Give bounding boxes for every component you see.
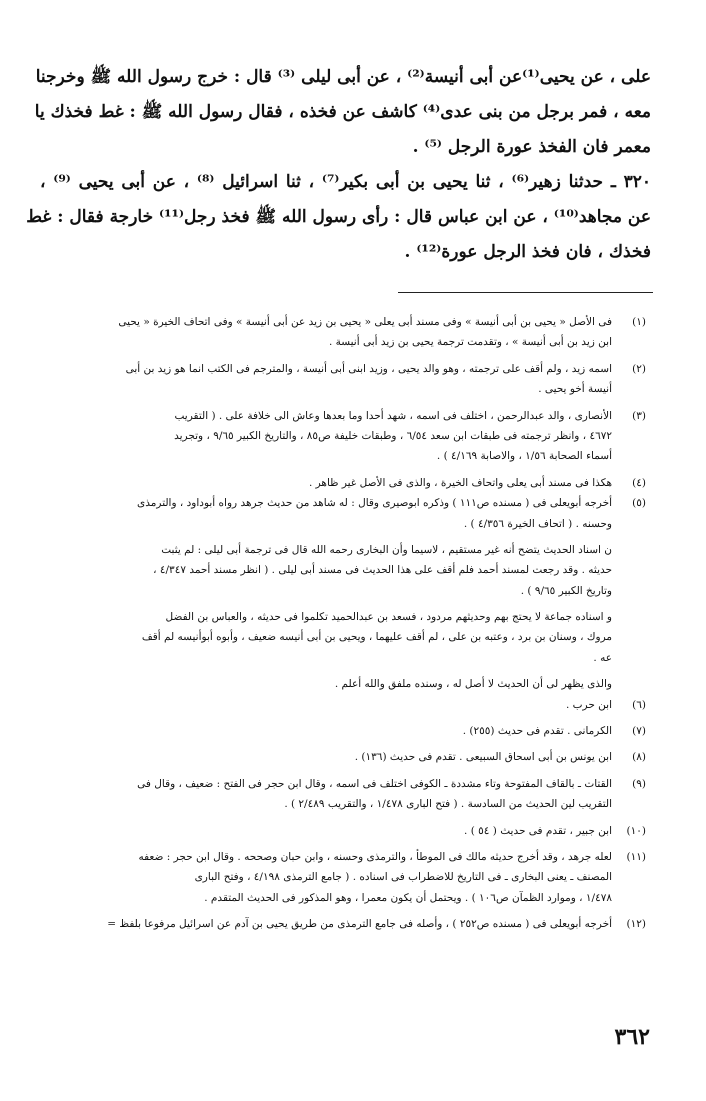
footnote-2 xyxy=(28,359,646,400)
footnote-5 xyxy=(28,493,646,534)
footnote-line: ابن حرب . xyxy=(565,698,612,711)
footnote-number: (٦) xyxy=(632,698,646,711)
footnote-1 xyxy=(28,312,646,353)
footnote-number: (٩) xyxy=(632,777,646,790)
footnote-3 xyxy=(28,406,646,467)
footnote-6 xyxy=(28,695,646,715)
footnote-number: (٤) xyxy=(632,476,646,489)
footnote-line: فى الأصل « يحيى بن أبى أنيسة » وفى مسند أبى يعلى « يحيى بن زيد عن أبى أنيسة » وفى اتحاف الخيرة « يحيى xyxy=(118,316,612,328)
footnotes xyxy=(28,312,646,935)
footnote-line: عه . xyxy=(593,651,612,664)
footnote-line: القتات ـ بالقاف المفتوحة وتاء مشددة ـ الكوفى اختلف فى اسمه ، وقال ابن حجر فى الفتح : ضعيف ، وقال فى xyxy=(137,777,612,790)
footnote-line: أخرجه أبويعلى فى ( مسنده ص٢٥٢ ) ، وأصله فى جامع الترمذى من طريق يحيى بن آدم عن اسرائيل مرفوعا بلفظ = xyxy=(107,918,612,931)
footnote-line: هكذا فى مسند أبى يعلى واتحاف الخيرة ، والذى فى الأصل غير ظاهر . xyxy=(308,476,612,489)
footnote-line: لعله جرهد ، وقد أخرج حديثه مالك فى الموطأ ، والترمذى وحسنه ، وابن حبان وصححه . وقال ابن حجر : ضعفه xyxy=(138,851,612,864)
footnote-line: التقريب لين الحديث من السادسة . ( فتح البارى ١/٤٧٨ ، والتقريب ٢/٤٨٩ ) . xyxy=(284,798,612,811)
footnote-line: حديثه . وقد رجعت لمسند أحمد فلم أقف على هذا الحديث فى مسند أبى ليلى . ( انظر مسند أحمد ٤/٣٤٧ ، xyxy=(153,564,612,577)
footnote-line: ١/٤٧٨ ، وموارد الظمآن ص١٠٦ ) . ويحتمل أن يكون معمرا ، وهو المذكور فى الحديث المتقدم . xyxy=(204,891,612,904)
footnote-5-commentary xyxy=(28,540,646,695)
main-line: على ، عن يحيى⁽¹⁾عن أبى أنيسة⁽²⁾ ، عن أبى ليلى ⁽³⁾ قال : خرج رسول الله ﷺ وخرجنا xyxy=(35,67,651,87)
page-number: ٣٦٢ xyxy=(614,1024,650,1050)
main-line: معمر فان الفخذ عورة الرجل ⁽⁵⁾ . xyxy=(412,137,651,157)
footnote-line: ن اسناد الحديث يتضح أنه غير مستقيم ، لاسيما وأن البخارى رحمه الله قال فى ترجمة أبى ليلى : لم يثبت xyxy=(161,543,612,556)
footnote-line: ابن يونس بن أبى اسحاق السبيعى . تقدم فى حديث (١٣٦) . xyxy=(354,751,612,764)
footnote-number: (٧) xyxy=(632,725,646,738)
main-text xyxy=(26,60,651,270)
footnote-12 xyxy=(28,914,646,934)
footnote-8 xyxy=(28,747,646,767)
footnote-number: (١٠) xyxy=(626,824,646,837)
footnote-line: ابن زيد بن أبى أنيسة » ، وتقدمت ترجمة يحيى بن زيد أبى أنيسة . xyxy=(328,336,612,349)
footnote-line: الكرمانى . تقدم فى حديث (٢٥٥) . xyxy=(462,725,612,738)
footnote-number: (٥) xyxy=(632,497,646,510)
footnote-line: والذى يظهر لى أن الحديث لا أصل له ، وسنده ملفق والله أعلم . xyxy=(334,678,612,691)
footnote-line: ابن جبير ، تقدم فى حديث ( ٥٤ ) . xyxy=(464,824,612,837)
footnote-number: (١٢) xyxy=(626,918,646,931)
footnote-line: و اسناده جماعة لا يحتج بهم وحديثهم مردود ، فسعد بن عبدالحميد تكلموا فى حديثه ، والعباس بن الفضل xyxy=(165,611,612,624)
main-line: فخذك ، فان فخذ الرجل عورة⁽¹²⁾ . xyxy=(404,242,651,262)
footnote-number: (٣) xyxy=(632,409,646,422)
footnote-number: (٨) xyxy=(632,751,646,764)
footnote-line: أنيسة أخو يحيى . xyxy=(538,383,612,396)
hadith-320-line: ٣٢٠ ـ حدثنا زهير⁽⁶⁾ ، ثنا يحيى بن أبى بكير⁽⁷⁾ ، ثنا اسرائيل ⁽⁸⁾ ، عن أبى يحيى ⁽⁹⁾ ، xyxy=(40,172,651,192)
footnote-line: وحسنه . ( اتحاف الخيرة ٤/٣٥٦ ) . xyxy=(463,517,612,530)
footnote-line: أسماء الصحابة ١/٥٦ ، والاصابة ٤/١٦٩ ) . xyxy=(436,450,612,463)
main-line: عن مجاهد⁽¹⁰⁾ ، عن ابن عباس قال : رأى رسول الله ﷺ فخذ رجل⁽¹¹⁾ خارجة فقال : غط xyxy=(26,207,651,227)
footnote-line: الأنصارى ، والد عبدالرحمن ، اختلف فى اسمه ، شهد أحدا وما بعدها وعاش الى خلافة على . ( التقريب xyxy=(174,409,612,422)
footnote-number: (١١) xyxy=(626,851,646,864)
footnote-separator xyxy=(398,292,653,293)
footnote-number: (١) xyxy=(632,316,646,328)
footnote-7 xyxy=(28,721,646,741)
footnote-line: أخرجه أبويعلى فى ( مسنده ص١١١ ) وذكره ابوصيرى وقال : له شاهد من حديث جرهد رواه أبوداود ، والترمذى xyxy=(137,497,612,510)
footnote-line: ٤٦٧٢ ، وانظر ترجمته فى طبقات ابن سعد ٦/٥٤ ، وطبقات خليفة ص٨٥ ، والتاريخ الكبير ٩/٦٥ ، وتجريد xyxy=(174,429,612,442)
footnote-9 xyxy=(28,774,646,815)
footnote-line: المصنف ـ يعنى البخارى ـ فى التاريخ للاضطراب فى اسناده . ( جامع الترمذى ٤/١٩٨ ، وفتح البارى xyxy=(194,871,612,884)
footnote-line: اسمه زيد ، ولم أقف على ترجمته ، وهو والد يحيى ، وزيد ابنى أبى أنيسة ، والمترجم فى الكتب انما هو زيد بن أبى xyxy=(125,362,612,375)
footnote-4 xyxy=(28,473,646,493)
main-line: معه ، فمر برجل من بنى عدى⁽⁴⁾ كاشف عن فخذه ، فقال رسول الله ﷺ : غط فخذك يا xyxy=(34,102,651,122)
footnote-line: مروك ، وسنان بن برد ، وعتبه بن على ، لم أقف عليهما ، ويحيى بن أبى أنيسه ضعيف ، وأبوه أبوأنيسه لم أقف xyxy=(141,631,612,644)
footnote-number: (٢) xyxy=(632,362,646,375)
footnote-10 xyxy=(28,821,646,841)
footnote-line: وتاريخ الكبير ٩/٦٥ ) . xyxy=(520,584,612,597)
footnote-11 xyxy=(28,847,646,908)
